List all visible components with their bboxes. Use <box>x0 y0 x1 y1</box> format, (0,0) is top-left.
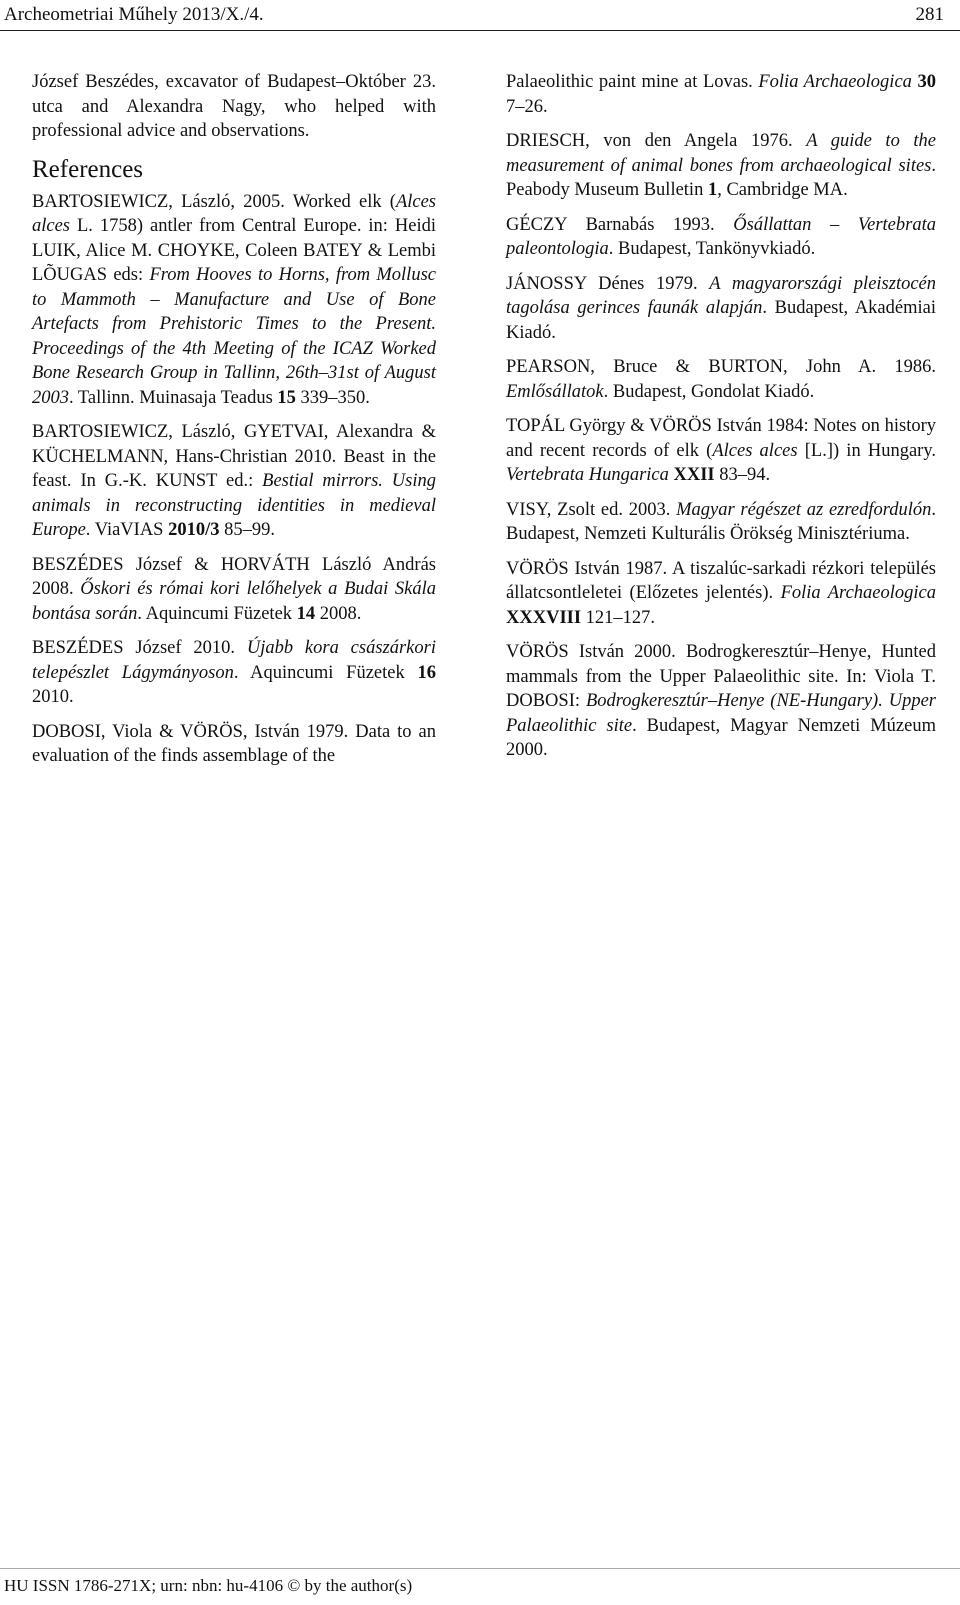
italic-run: From Hooves to Horns, from Mollusc to Mammoth – Manufacture and Use of Bone Artefacts from Prehistoric Times to the Present. Proceedings of the 4th Meeting of the ICAZ Worked Bone Research Group in Tallinn, 26th–31st of August 2003 <box>32 265 436 408</box>
italic-run: Emlősállatok <box>506 381 604 402</box>
reference-entry: BESZÉDES József 2010. Újabb kora császárkori telepészlet Lágymányoson. Aquincumi Füzetek 16 2010. <box>32 638 436 707</box>
reference-entry: BESZÉDES József & HORVÁTH László András 2008. Őskori és római kori lelőhelyek a Budai Skála bontása során. Aquincumi Füzetek 14 2008. <box>32 554 436 624</box>
italic-run: Őskori és római kori lelőhelyek a Budai Skála bontása során <box>32 579 436 624</box>
reference-entry: BARTOSIEWICZ, László, GYETVAI, Alexandra & KÜCHELMANN, Hans-Christian 2010. Beast in the feast. In G.-K. KUNST ed.: Bestial mirrors. Using animals in reconstructing identities in medieval Europe. ViaVIAS 2010/3 85–99. <box>32 422 436 540</box>
italic-run: Újabb kora császárkori telepészlet Lágymányoson <box>32 638 436 683</box>
italic-run: A guide to the measurement of animal bones from archaeological sites <box>506 131 936 176</box>
page-number: 281 <box>915 4 944 25</box>
bold-run: 14 <box>296 603 316 624</box>
reference-entry: VÖRÖS István 2000. Bodrogkeresztúr–Henye, Hunted mammals from the Upper Palaeolithic site. In: Viola T. DOBOSI: Bodrogkeresztúr–Henye (NE-Hungary). Upper Palaeolithic site. Budapest, Magyar Nemzeti Múzeum 2000. <box>506 642 937 760</box>
italic-run: Bodrogkeresztúr–Henye (NE-Hungary). Upper Palaeolithic site <box>506 691 937 736</box>
reference-entry: TOPÁL György & VÖRÖS István 1984: Notes on history and recent records of elk (Alces alces [L.]) in Hungary. Vertebrata Hungarica XXII 83–94. <box>506 416 937 485</box>
italic-run: Folia Archaeologica <box>780 583 936 603</box>
reference-entry: GÉCZY Barnabás 1993. Ősállattan – Vertebrata paleontologia. Budapest, Tankönyvkiadó. <box>506 214 936 259</box>
header-divider <box>0 30 960 31</box>
italic-run: Bestial mirrors. Using animals in reconstructing identities in medieval Europe <box>32 471 436 540</box>
bold-run: 16 <box>417 662 436 683</box>
reference-entry: VÖRÖS István 1987. A tiszalúc-sarkadi rézkori település állatcsontleletei (Előzetes jelentés). Folia Archaeologica XXXVIII 121–127. <box>506 558 936 628</box>
reference-entry: PEARSON, Bruce & BURTON, John A. 1986. Emlősállatok. Budapest, Gondolat Kiadó. <box>506 357 936 402</box>
italic-run: A magyarországi pleisztocén tagolása gerinces faunák alapján <box>506 273 937 318</box>
bold-run: XXXVIII <box>506 607 582 628</box>
italic-run: Ősállattan – Vertebrata paleontologia <box>506 214 936 259</box>
reference-entry: JÁNOSSY Dénes 1979. A magyarországi pleisztocén tagolása gerinces faunák alapján. Budapest, Akadémiai Kiadó. <box>506 273 937 343</box>
italic-run: Vertebrata Hungarica <box>506 465 669 485</box>
reference-entry: DRIESCH, von den Angela 1976. A guide to the measurement of animal bones from archaeological sites. Peabody Museum Bulletin 1, Cambridge MA. <box>506 131 936 200</box>
bold-run: 15 <box>277 387 296 408</box>
italic-run: Folia Archaeologica <box>758 72 912 92</box>
references-heading: References <box>32 155 144 183</box>
page-footer: HU ISSN 1786-271X; urn: nbn: hu-4106 © by the author(s) <box>4 1576 413 1595</box>
acknowledgement-text: József Beszédes, excavator of Budapest–Október 23. utca and Alexandra Nagy, who helped with professional advice and observations. <box>32 72 436 141</box>
reference-entry: DOBOSI, Viola & VÖRÖS, István 1979. Data to an evaluation of the finds assemblage of the <box>32 721 436 766</box>
page-header <box>0 0 960 38</box>
reference-entry-continued: Palaeolithic paint mine at Lovas. Folia Archaeologica 30 7–26. <box>506 72 936 117</box>
italic-run: Alces alces <box>712 440 798 461</box>
italic-run: Alces alces <box>32 191 436 236</box>
italic-run: Magyar régészet az ezredfordulón <box>676 499 932 520</box>
bold-run: 1 <box>707 180 718 200</box>
journal-title: Archeometriai Műhely 2013/X./4. <box>4 4 264 25</box>
reference-entry: VISY, Zsolt ed. 2003. Magyar régészet az ezredfordulón. Budapest, Nemzeti Kulturális Örökség Minisztériuma. <box>506 499 936 544</box>
bold-run: 30 <box>917 72 936 92</box>
bold-run: 2010/3 <box>168 520 220 540</box>
footer-divider <box>0 1568 960 1569</box>
right-column <box>506 70 936 773</box>
left-column <box>32 70 436 779</box>
bold-run: XXII <box>673 465 715 485</box>
reference-entry: BARTOSIEWICZ, László, 2005. Worked elk (Alces alces L. 1758) antler from Central Europe. in: Heidi LUIK, Alice M. CHOYKE, Coleen BATEY & Lembi LÕUGAS eds: From Hooves to Horns, from Mollusc to Mammoth – Manufacture and Use of Bone Artefacts from Prehistoric Times to the Present. Proceedings of the 4th Meeting of the ICAZ Worked Bone Research Group in Tallinn, 26th–31st of August 2003. Tallinn. Muinasaja Teadus 15 339–350. <box>32 191 436 408</box>
